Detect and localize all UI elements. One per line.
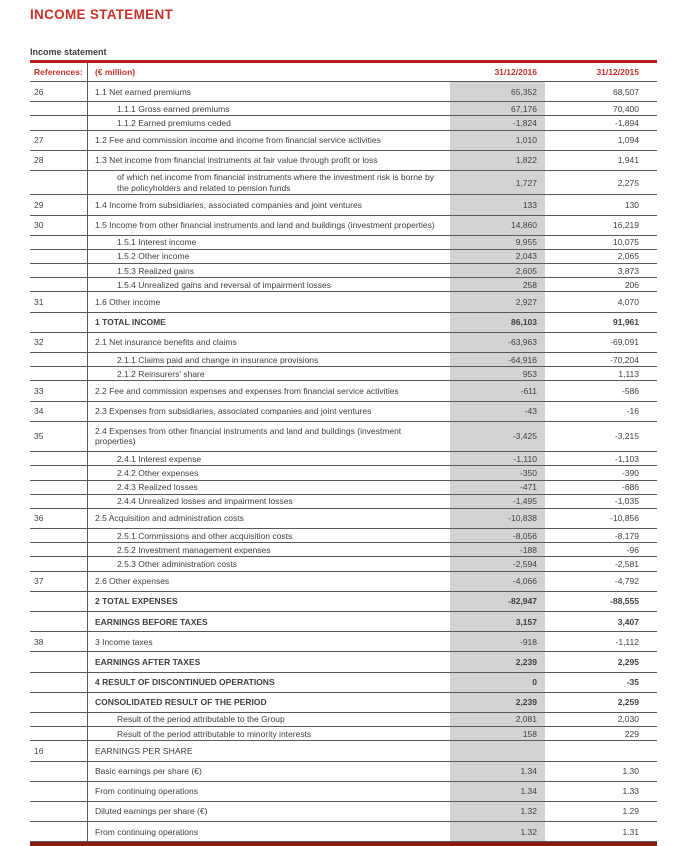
row-label: 2.5.2 Investment management expenses xyxy=(117,544,271,555)
table-row xyxy=(30,116,657,130)
row-label: Diluted earnings per share (€) xyxy=(95,806,208,817)
table-row xyxy=(30,422,657,452)
row-label: 3 Income taxes xyxy=(95,636,153,647)
row-ref xyxy=(30,822,88,841)
row-ref xyxy=(30,592,88,611)
row-ref xyxy=(30,495,88,508)
row-value-2016: 1,010 xyxy=(450,131,545,150)
row-value-2015: 1.33 xyxy=(622,786,639,797)
row-label: 2.4.4 Unrealized losses and impairment losses xyxy=(117,496,293,507)
row-ref xyxy=(30,612,88,631)
row-label: Result of the period attributable to the Group xyxy=(117,714,285,725)
table-row xyxy=(30,762,657,782)
row-label: 1.1.1 Gross earned premiums xyxy=(117,103,230,114)
row-label: 1.6 Other income xyxy=(95,296,161,307)
row-value-2015: 1.30 xyxy=(622,766,639,776)
row-ref xyxy=(30,557,88,570)
table-row xyxy=(30,529,657,543)
table-row xyxy=(30,466,657,480)
row-ref xyxy=(30,171,88,194)
row-value-2016: 1,727 xyxy=(450,171,545,194)
table-row xyxy=(30,195,657,215)
row-ref xyxy=(30,693,88,712)
row-value-2016: 1,822 xyxy=(450,151,545,170)
table-row xyxy=(30,481,657,495)
row-label: 2 TOTAL EXPENSES xyxy=(95,596,178,607)
row-value-2016: -43 xyxy=(450,402,545,421)
page-title: INCOME STATEMENT xyxy=(30,7,174,22)
row-ref: 29 xyxy=(30,195,88,214)
row-value-2015: -69,091 xyxy=(610,337,639,348)
row-value-2015: -2,581 xyxy=(614,558,639,569)
row-value-2015: 206 xyxy=(624,279,639,290)
row-label: 2.2 Fee and commission expenses and expenses from financial service activities xyxy=(95,385,399,396)
table-row xyxy=(30,402,657,422)
row-ref: 27 xyxy=(30,131,88,150)
row-ref: 28 xyxy=(30,151,88,170)
row-label: 4 RESULT OF DISCONTINUED OPERATIONS xyxy=(95,677,275,688)
row-ref xyxy=(30,673,88,692)
row-ref: 31 xyxy=(30,292,88,311)
row-label: Basic earnings per share (€) xyxy=(95,766,202,776)
row-label: 2.3 Expenses from subsidiaries, associated companies and joint ventures xyxy=(95,406,372,417)
row-ref xyxy=(30,481,88,494)
row-value-2016: 3,157 xyxy=(450,612,545,631)
row-ref xyxy=(30,353,88,366)
row-value-2016: 953 xyxy=(450,367,545,380)
row-value-2015: -686 xyxy=(621,482,639,492)
row-value-2015: -70,204 xyxy=(610,354,639,365)
row-value-2015: -10,856 xyxy=(610,513,639,524)
row-value-2015: -390 xyxy=(621,467,639,478)
row-label: 1.5 Income from other financial instruments and land and buildings (investment properties) xyxy=(95,220,435,230)
table-row xyxy=(30,264,657,278)
row-ref: 16 xyxy=(30,741,88,760)
table-row xyxy=(30,632,657,652)
row-value-2015: -1,894 xyxy=(614,117,639,128)
row-ref: 34 xyxy=(30,402,88,421)
row-value-2015: 1.29 xyxy=(622,806,639,817)
row-value-2015: -3,215 xyxy=(614,431,639,442)
row-label: From continuing operations xyxy=(95,786,199,797)
row-ref xyxy=(30,543,88,556)
row-value-2015: -16 xyxy=(626,406,639,417)
row-ref xyxy=(30,313,88,332)
row-ref xyxy=(30,116,88,129)
table-row xyxy=(30,592,657,612)
table-row xyxy=(30,250,657,264)
row-value-2016: 2,927 xyxy=(450,292,545,311)
row-ref: 30 xyxy=(30,216,88,235)
table-row xyxy=(30,495,657,509)
row-value-2016: -1,824 xyxy=(450,116,545,129)
row-ref xyxy=(30,250,88,263)
row-value-2016: 2,239 xyxy=(450,693,545,712)
row-value-2016: 86,103 xyxy=(450,313,545,332)
row-value-2016: -4,066 xyxy=(450,572,545,591)
row-value-2016: 0 xyxy=(450,673,545,692)
row-value-2016: 133 xyxy=(450,195,545,214)
row-value-2016: -63,963 xyxy=(450,333,545,352)
row-value-2016: -1,110 xyxy=(450,452,545,465)
row-value-2016: -350 xyxy=(450,466,545,479)
row-label: 1.1.2 Earned premiums ceded xyxy=(117,117,231,128)
row-ref xyxy=(30,236,88,249)
row-ref: 37 xyxy=(30,572,88,591)
row-value-2016: -471 xyxy=(450,481,545,494)
row-label: of which net income from financial instruments where the investment risk is borne by the policyholders and related to pension funds xyxy=(117,172,434,193)
row-ref xyxy=(30,367,88,380)
row-value-2015: -586 xyxy=(621,385,639,396)
row-value-2015: 1.31 xyxy=(622,826,639,837)
table-row xyxy=(30,652,657,672)
row-label: 1.5.2 Other income xyxy=(117,251,190,262)
row-value-2015 xyxy=(545,741,657,760)
row-value-2015: -35 xyxy=(626,677,639,688)
row-value-2016: -82,947 xyxy=(450,592,545,611)
row-label: EARNINGS PER SHARE xyxy=(95,745,193,756)
row-label: 2.4.2 Other expenses xyxy=(117,467,199,478)
row-value-2015: -1,035 xyxy=(614,496,639,507)
row-value-2015: 229 xyxy=(624,728,639,739)
row-value-2015: 2,275 xyxy=(617,177,639,188)
row-label: 2.1.1 Claims paid and change in insurance provisions xyxy=(117,354,319,365)
row-ref: 38 xyxy=(30,632,88,651)
row-ref: 33 xyxy=(30,381,88,400)
table-row xyxy=(30,727,657,741)
row-label: Result of the period attributable to minority interests xyxy=(117,728,312,739)
table-row xyxy=(30,509,657,529)
row-label: 1.5.3 Realized gains xyxy=(117,265,195,276)
row-value-2016: -1,495 xyxy=(450,495,545,508)
row-value-2016: -2,594 xyxy=(450,557,545,570)
row-value-2016: -3,425 xyxy=(450,422,545,451)
row-value-2016: 2,043 xyxy=(450,250,545,263)
table-row xyxy=(30,278,657,292)
row-label: EARNINGS BEFORE TAXES xyxy=(95,616,208,627)
income-statement-table xyxy=(30,60,657,846)
row-ref xyxy=(30,264,88,277)
row-label: 2.1 Net insurance benefits and claims xyxy=(95,337,237,348)
row-ref xyxy=(30,802,88,821)
table-row xyxy=(30,236,657,250)
row-value-2015: 16,219 xyxy=(613,220,639,230)
row-value-2016: 1.32 xyxy=(450,822,545,841)
row-ref xyxy=(30,466,88,479)
row-value-2016: 2,605 xyxy=(450,264,545,277)
row-value-2016: -188 xyxy=(450,543,545,556)
table-header-row xyxy=(30,63,657,82)
row-value-2015: 68,507 xyxy=(613,86,639,97)
table-row xyxy=(30,572,657,592)
table-row xyxy=(30,802,657,822)
row-value-2016: 2,081 xyxy=(450,713,545,726)
row-label: 2.4.1 Interest expense xyxy=(117,453,202,464)
row-value-2016: 65,352 xyxy=(450,82,545,101)
row-value-2015: 2,295 xyxy=(617,656,639,667)
row-value-2015: -1,112 xyxy=(615,636,639,647)
table-row xyxy=(30,741,657,761)
table-row xyxy=(30,313,657,333)
row-value-2015: 70,400 xyxy=(613,103,639,114)
table-row xyxy=(30,216,657,236)
row-value-2016: -918 xyxy=(450,632,545,651)
row-label: 1.2 Fee and commission income and income from financial service activities xyxy=(95,135,381,146)
row-ref xyxy=(30,713,88,726)
row-value-2016: 158 xyxy=(450,727,545,740)
table-body xyxy=(30,82,657,842)
row-value-2015: 1,941 xyxy=(617,155,639,166)
table-row xyxy=(30,557,657,571)
header-unit: (€ million) xyxy=(95,67,136,77)
row-label: From continuing operations xyxy=(95,826,199,837)
table-row xyxy=(30,452,657,466)
row-label: 2.1.2 Reinsurers' share xyxy=(117,368,205,379)
table-row xyxy=(30,151,657,171)
table-row xyxy=(30,543,657,557)
row-value-2015: 1,094 xyxy=(617,135,639,146)
table-row xyxy=(30,171,657,195)
row-ref xyxy=(30,102,88,115)
row-ref: 26 xyxy=(30,82,88,101)
table-row xyxy=(30,82,657,102)
row-value-2016: -611 xyxy=(450,381,545,400)
header-col-2016: 31/12/2016 xyxy=(494,67,537,77)
row-value-2016 xyxy=(450,741,545,760)
table-row xyxy=(30,822,657,842)
row-value-2015: 91,961 xyxy=(613,317,639,328)
row-value-2016: 14,860 xyxy=(450,216,545,235)
table-row xyxy=(30,782,657,802)
row-label: 2.5 Acquisition and administration costs xyxy=(95,513,244,524)
row-label: EARNINGS AFTER TAXES xyxy=(95,656,201,667)
row-label: 1 TOTAL INCOME xyxy=(95,317,166,328)
row-label: 1.5.1 Interest income xyxy=(117,237,197,248)
header-references: References: xyxy=(30,63,88,81)
row-label: 2.6 Other expenses xyxy=(95,576,170,587)
row-label: 1.5.4 Unrealized gains and reversal of impairment losses xyxy=(117,279,332,290)
row-label: 1.3 Net income from financial instruments at fair value through profit or loss xyxy=(95,155,378,166)
row-value-2015: -88,555 xyxy=(610,596,639,607)
header-col-2015: 31/12/2015 xyxy=(596,67,639,77)
row-value-2016: 1.34 xyxy=(450,782,545,801)
row-ref xyxy=(30,529,88,542)
row-ref xyxy=(30,762,88,781)
table-row xyxy=(30,333,657,353)
row-ref xyxy=(30,278,88,291)
row-value-2015: 2,030 xyxy=(617,714,639,725)
row-value-2015: 3,407 xyxy=(617,616,639,627)
row-ref xyxy=(30,652,88,671)
row-label: 1.1 Net earned premiums xyxy=(95,86,191,97)
table-row xyxy=(30,693,657,713)
table-row xyxy=(30,673,657,693)
row-value-2016: 67,176 xyxy=(450,102,545,115)
row-value-2016: 258 xyxy=(450,278,545,291)
row-label: 1.4 Income from subsidiaries, associated companies and joint ventures xyxy=(95,199,362,210)
row-value-2016: 9,955 xyxy=(450,236,545,249)
row-value-2015: 2,065 xyxy=(617,251,639,262)
row-value-2016: 2,239 xyxy=(450,652,545,671)
table-row xyxy=(30,612,657,632)
row-value-2015: -8,179 xyxy=(614,530,639,541)
row-label: 2.5.1 Commissions and other acquisition costs xyxy=(117,530,293,541)
table-row xyxy=(30,102,657,116)
row-ref xyxy=(30,452,88,465)
row-value-2015: 4,070 xyxy=(617,296,639,307)
table-row xyxy=(30,381,657,401)
table-row xyxy=(30,367,657,381)
row-value-2016: -64,916 xyxy=(450,353,545,366)
table-row xyxy=(30,713,657,727)
table-caption: Income statement xyxy=(30,47,107,57)
row-value-2015: 10,075 xyxy=(613,237,639,248)
row-value-2015: 2,259 xyxy=(617,697,639,708)
row-ref xyxy=(30,782,88,801)
row-label: CONSOLIDATED RESULT OF THE PERIOD xyxy=(95,697,267,708)
row-ref: 35 xyxy=(30,422,88,451)
row-value-2016: -10,838 xyxy=(450,509,545,528)
row-label: 2.5.3 Other administration costs xyxy=(117,558,238,569)
row-label: 2.4 Expenses from other financial instruments and land and buildings (investment properties) xyxy=(95,426,402,447)
row-value-2016: 1.32 xyxy=(450,802,545,821)
row-value-2015: -4,792 xyxy=(614,576,639,587)
row-value-2015: 3,873 xyxy=(617,265,639,276)
table-row xyxy=(30,292,657,312)
row-value-2015: -1,103 xyxy=(614,453,639,464)
row-ref: 32 xyxy=(30,333,88,352)
table-row xyxy=(30,131,657,151)
row-ref: 36 xyxy=(30,509,88,528)
row-value-2015: 1,113 xyxy=(618,368,639,379)
row-value-2016: -8,056 xyxy=(450,529,545,542)
row-value-2015: 130 xyxy=(624,199,639,210)
row-ref xyxy=(30,727,88,740)
table-row xyxy=(30,353,657,367)
row-label: 2.4.3 Realized losses xyxy=(117,482,198,492)
row-value-2016: 1.34 xyxy=(450,762,545,781)
row-value-2015: -96 xyxy=(626,544,639,555)
